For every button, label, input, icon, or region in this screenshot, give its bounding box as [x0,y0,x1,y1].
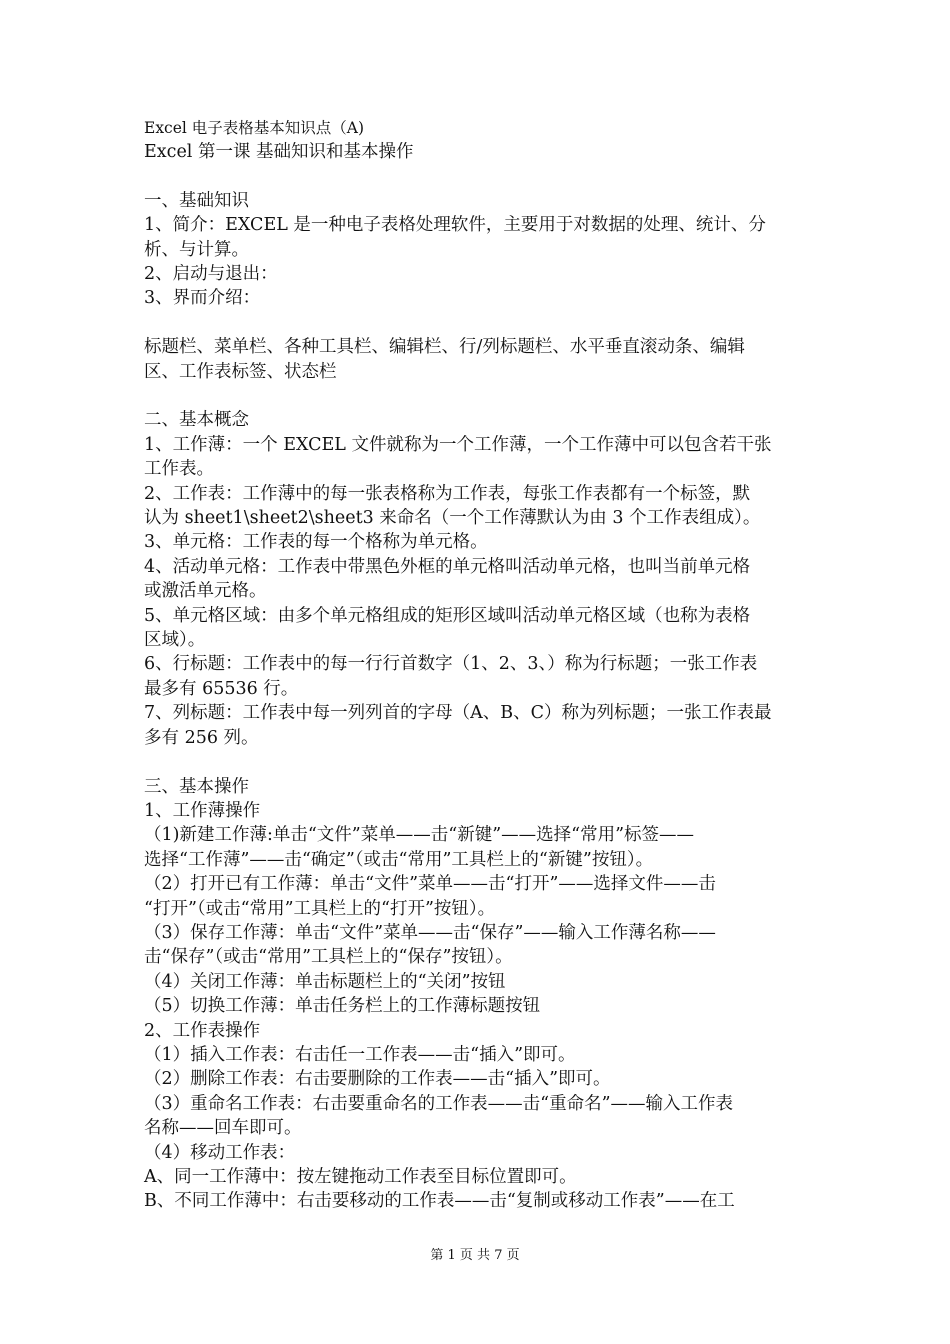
text-line: B、不同工作薄中：右击要移动的工作表——击“复制或移动工作表”——在工 [144,1191,735,1212]
text-line: 击“保存”（或击“常用”工具栏上的“保存”按钮）。 [144,947,513,968]
text-line: 最多有 65536 行。 [144,678,299,699]
text-line: A、同一工作薄中：按左键拖动工作表至目标位置即可。 [144,1167,577,1187]
text-line: 或激活单元格。 [144,581,267,602]
text-line: （1)新建工作薄:单击“文件”菜单——击“新键”——选择“常用”标签—— [144,825,695,846]
text-line: 4、活动单元格：工作表中带黑色外框的单元格叫活动单元格，也叫当前单元格 [144,556,751,577]
page-number: 第 1 页 共 7 页 [430,1248,520,1263]
text-line: 1、工作薄操作 [144,800,261,821]
document-subtitle: Excel 第一课 基础知识和基本操作 [144,142,414,162]
text-line: 认为 sheet1\sheet2\sheet3 来命名（一个工作薄默认为由 3 个工作表组成）。 [144,508,761,529]
text-line: （2）删除工作表：右击要删除的工作表——击“插入”即可。 [144,1069,611,1090]
text-line: 工作表。 [144,459,214,480]
text-line: 区、工作表标签、状态栏 [144,361,337,382]
text-line: 5、单元格区域：由多个单元格组成的矩形区域叫活动单元格区域（也称为表格 [144,605,751,626]
text-line: 选择“工作薄”——击“确定”（或击“常用”工具栏上的“新键”按钮）。 [144,849,654,870]
text-line: （3）重命名工作表：右击要重命名的工作表——击“重命名”——输入工作表 [144,1093,734,1114]
text-line: （3）保存工作薄：单击“文件”菜单——击“保存”——输入工作薄名称—— [144,922,716,943]
text-line: 2、工作表操作 [144,1020,261,1041]
text-line: 多有 256 列。 [144,727,259,748]
text-line: 2、启动与退出： [144,264,278,285]
text-line: 1、工作薄：一个 EXCEL 文件就称为一个工作薄，一个工作薄中可以包含若干张 [144,434,772,455]
document-body [144,118,808,1214]
text-line: 3、单元格：工作表的每一个格称为单元格。 [144,532,488,553]
text-line: （4）移动工作表： [144,1142,296,1163]
section-heading: 三、基本操作 [144,776,249,797]
text-line: 区域）。 [144,630,206,651]
text-line: 1、简介：EXCEL 是一种电子表格处理软件，主要用于对数据的处理、统计、分 [144,215,766,236]
spacer [144,164,808,188]
text-line: 标题栏、菜单栏、各种工具栏、编辑栏、行/列标题栏、水平垂直滚动条、编辑 [144,337,745,358]
text-line: （1）插入工作表：右击任一工作表——击“插入”即可。 [144,1044,576,1065]
text-line: 7、列标题：工作表中每一列列首的字母（A、B、C）称为列标题；一张工作表最 [144,703,772,724]
text-line: （4）关闭工作薄：单击标题栏上的“关闭”按钮 [144,971,506,992]
text-line: “打开”（或击“常用”工具栏上的“打开”按钮）。 [144,898,496,919]
section-heading: 二、基本概念 [144,410,249,431]
text-line: 3、界而介绍： [144,288,261,309]
text-line: （2）打开已有工作薄：单击“文件”菜单——击“打开”——选择文件——击 [144,874,716,895]
text-line: 析、与计算。 [144,239,249,260]
spacer [144,750,808,774]
spacer [144,384,808,408]
section-heading: 一、基础知识 [144,190,249,211]
spacer [144,311,808,335]
text-line: 名称——回车即可。 [144,1118,302,1139]
document-title: Excel 电子表格基本知识点（A) [144,119,365,137]
text-line: 2、工作表：工作薄中的每一张表格称为工作表，每张工作表都有一个标签，默 [144,483,751,504]
text-line: 6、行标题：工作表中的每一行行首数字（1、2、3、）称为行标题；一张工作表 [144,654,758,675]
text-line: （5）切换工作薄：单击任务栏上的工作薄标题按钮 [144,996,541,1017]
